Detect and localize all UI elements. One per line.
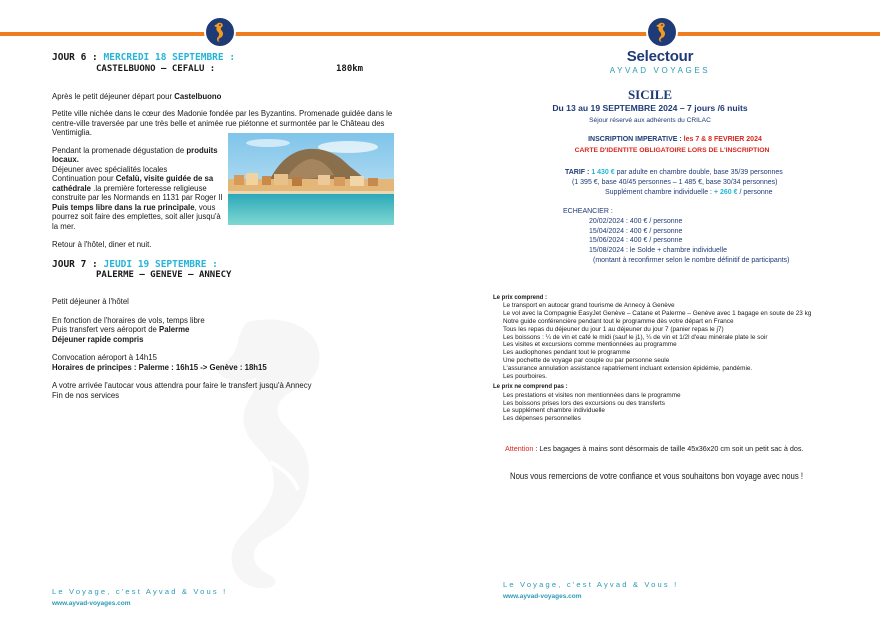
day7-p3-line1: Convocation aéroport à 14h15 xyxy=(52,353,157,363)
footer-slogan-right: Le Voyage, c'est Ayvad & Vous ! xyxy=(503,580,679,589)
tarif-text: par adulte en chambre double, base 35/39 personnes xyxy=(614,169,783,176)
attention-text: : Les bagages à mains sont désormais de taille 45x36x20 cm soit un petit sac à dos. xyxy=(533,444,804,453)
included-item: Les visites et excursions comme mentionnées au programme xyxy=(503,341,677,349)
day6-p4-text: , vous pourrez soit faire des emplettes, soit aller jusqu'à la mer. xyxy=(52,202,221,231)
thanks-message: Nous vous remercions de votre confiance et vous souhaitons bon voyage avec nous ! xyxy=(510,471,804,481)
day7-paragraph-1: Petit déjeuner à l'hôtel xyxy=(52,297,129,307)
included-item: Les audiophones pendant tout le programme xyxy=(503,349,631,357)
day6-paragraph-2: Petite ville nichée dans le cœur des Madonie fondée par les Byzantins. Promenade guidée dans le centre-ville traversée par une très belle et animée rue piétonne et surmontée par le Château des Ventimiglia. xyxy=(52,109,393,138)
trip-dates: Du 13 au 19 SEPTEMBRE 2024 – 7 jours /6 nuits xyxy=(552,103,748,113)
trip-reserved-note: Séjour réservé aux adhérents du CRILAC xyxy=(589,117,711,124)
id-card-notice: CARTE D'IDENTITE OBLIGATOIRE LORS DE L'INSCRIPTION xyxy=(574,147,770,154)
day6-route: CASTELBUONO – CEFALU : xyxy=(96,63,216,74)
day7-p2-line1: En fonction de l'horaires de vols, temps libre xyxy=(52,315,205,325)
brand-subtitle: AYVAD VOYAGES xyxy=(609,66,711,75)
day7-paragraph-3 xyxy=(52,353,402,372)
day6-p3-line3: Continuation pour xyxy=(52,174,116,184)
footer-url-right[interactable]: www.ayvad-voyages.com xyxy=(503,593,582,600)
tarif-line-3 xyxy=(565,188,825,198)
day6-p1-text: Après le petit déjeuner départ pour xyxy=(52,91,175,101)
echeancier-block xyxy=(563,207,833,266)
header-orange-rule xyxy=(0,32,880,36)
day6-paragraph-3 xyxy=(52,146,224,232)
excluded-item: Les prestations et visites non mentionnées dans le programme xyxy=(503,391,681,399)
price-includes-block xyxy=(493,295,853,423)
footer-url-left[interactable]: www.ayvad-voyages.com xyxy=(52,600,131,607)
excluded-item: Les dépenses personnelles xyxy=(503,415,581,423)
tarif-line-1 xyxy=(565,168,825,178)
echeancier-row: 15/06/2024 : 400 € / personne xyxy=(589,237,683,245)
day6-heading xyxy=(52,52,402,64)
excluded-item: Les boissons prises lors des excursions ou des transferts xyxy=(503,399,665,407)
brand-name: Selectour xyxy=(626,48,694,65)
echeancier-label: ECHEANCIER : xyxy=(563,208,613,215)
echeancier-note: (montant à reconfirmer selon le nombre définitif de participants) xyxy=(593,256,790,264)
included-item: L'assurance annulation assistance rapatriement incluant extension épidémie, pandémie. xyxy=(503,364,753,372)
included-item: Le transport en autocar grand tourisme de Annecy à Genève xyxy=(503,302,675,310)
tarif-line-2: (1 395 €, base 40/45 personnes – 1 485 €, base 30/34 personnes) xyxy=(572,178,778,186)
day6-paragraph-1 xyxy=(52,92,402,102)
attention-note xyxy=(505,444,845,453)
echeancier-row: 15/08/2024 : le Solde + chambre individuelle xyxy=(589,247,727,255)
cefalu-coastline-photo xyxy=(228,133,394,225)
seahorse-logo-icon xyxy=(646,16,678,48)
included-item: Le vol avec la Compagnie EasyJet Genève – Catane et Palerme – Genève avec 1 bagage en soute de 23 kg xyxy=(503,310,812,318)
included-item: Une pochette de voyage par couple ou par personne seule xyxy=(503,357,670,364)
tarif-label: TARIF : xyxy=(565,169,592,176)
day6-p3-line2: Déjeuner avec spécialités locales xyxy=(52,164,168,174)
trip-title: SICILE xyxy=(627,87,673,102)
day7-p4-line1: A votre arrivée l'autocar vous attendra pour faire le transfert jusqu'à Annecy xyxy=(52,381,312,391)
included-item: Les boissons : ¼ de vin et café le midi (sauf le j1), ¼ de vin et 1/2l d'eau minérale plate le soir xyxy=(503,333,768,341)
day7-paragraph-4 xyxy=(52,381,402,400)
day6-label: JOUR 6 : xyxy=(52,52,98,63)
included-item: Tous les repas du déjeuner du jour 1 au déjeuner du jour 7 (panier repas le j7) xyxy=(503,325,724,333)
echeancier-row: 20/02/2024 : 400 € / personne xyxy=(589,217,683,225)
day6-p1-bold: Castelbuono xyxy=(174,91,222,101)
echeancier-row: 15/04/2024 : 400 € / personne xyxy=(589,227,683,235)
day6-p3-bold: produits locaux. xyxy=(52,145,218,165)
day6-p3-text: Pendant la promenade dégustation de xyxy=(52,145,187,155)
day6-p3-line3-bold: Cefalù, visite guidée de sa cathédrale xyxy=(52,174,214,193)
day7-route: PALERME – GENEVE – ANNECY xyxy=(96,270,232,281)
supplement-suffix: / personne xyxy=(737,188,773,196)
inscription-label: INSCRIPTION IMPERATIVE : xyxy=(588,136,684,143)
day6-p4-bold: Puis temps libre dans la rue principale xyxy=(52,202,195,212)
day6-paragraph-5: Retour à l'hôtel, diner et nuit. xyxy=(52,240,152,250)
footer-slogan-left: Le Voyage, c'est Ayvad & Vous ! xyxy=(52,587,228,596)
tarif-block xyxy=(565,168,825,197)
day7-p2-line3-bold: Déjeuner rapide compris xyxy=(52,334,144,344)
tarif-price: 1 430 € xyxy=(591,169,615,176)
day6-route-line xyxy=(52,64,402,75)
day7-date: JEUDI 19 SEPTEMBRE : xyxy=(103,258,218,270)
excluded-title: Le prix ne comprend pas : xyxy=(493,384,568,391)
day6-p3-line3-suffix: .la première forteresse religieuse construite par les Normands en 1131 par Roger II xyxy=(52,183,223,203)
day7-p2-line2: Puis transfert vers aéroport de xyxy=(52,325,160,335)
attention-label: Attention xyxy=(505,444,534,453)
day7-p2-line2-bold: Palerme xyxy=(159,325,190,335)
inscription-line xyxy=(560,136,790,143)
day7-paragraph-2 xyxy=(52,316,402,345)
day6-distance: 180km xyxy=(336,63,364,74)
included-title: Le prix comprend : xyxy=(493,295,548,301)
day7-heading xyxy=(52,259,402,271)
day7-p4-line2: Fin de nos services xyxy=(52,390,120,400)
day6-date: MERCREDI 18 SEPTEMBRE : xyxy=(103,52,236,63)
excluded-item: Le supplément chambre individuelle xyxy=(503,407,605,415)
day7-label: JOUR 7 : xyxy=(52,258,98,270)
inscription-dates: les 7 & 8 FEVRIER 2024 xyxy=(683,136,762,143)
included-item: Notre guide conférencière pendant tout le programme dès votre départ en France xyxy=(503,317,734,325)
included-item: Les pourboires. xyxy=(503,372,548,380)
supplement-label: Supplément chambre individuelle : xyxy=(605,188,714,196)
supplement-price: + 260 € xyxy=(713,188,738,196)
day7-p3-line2-bold: Horaires de principes : Palerme : 16h15 -> Genève : 18h15 xyxy=(52,362,267,372)
